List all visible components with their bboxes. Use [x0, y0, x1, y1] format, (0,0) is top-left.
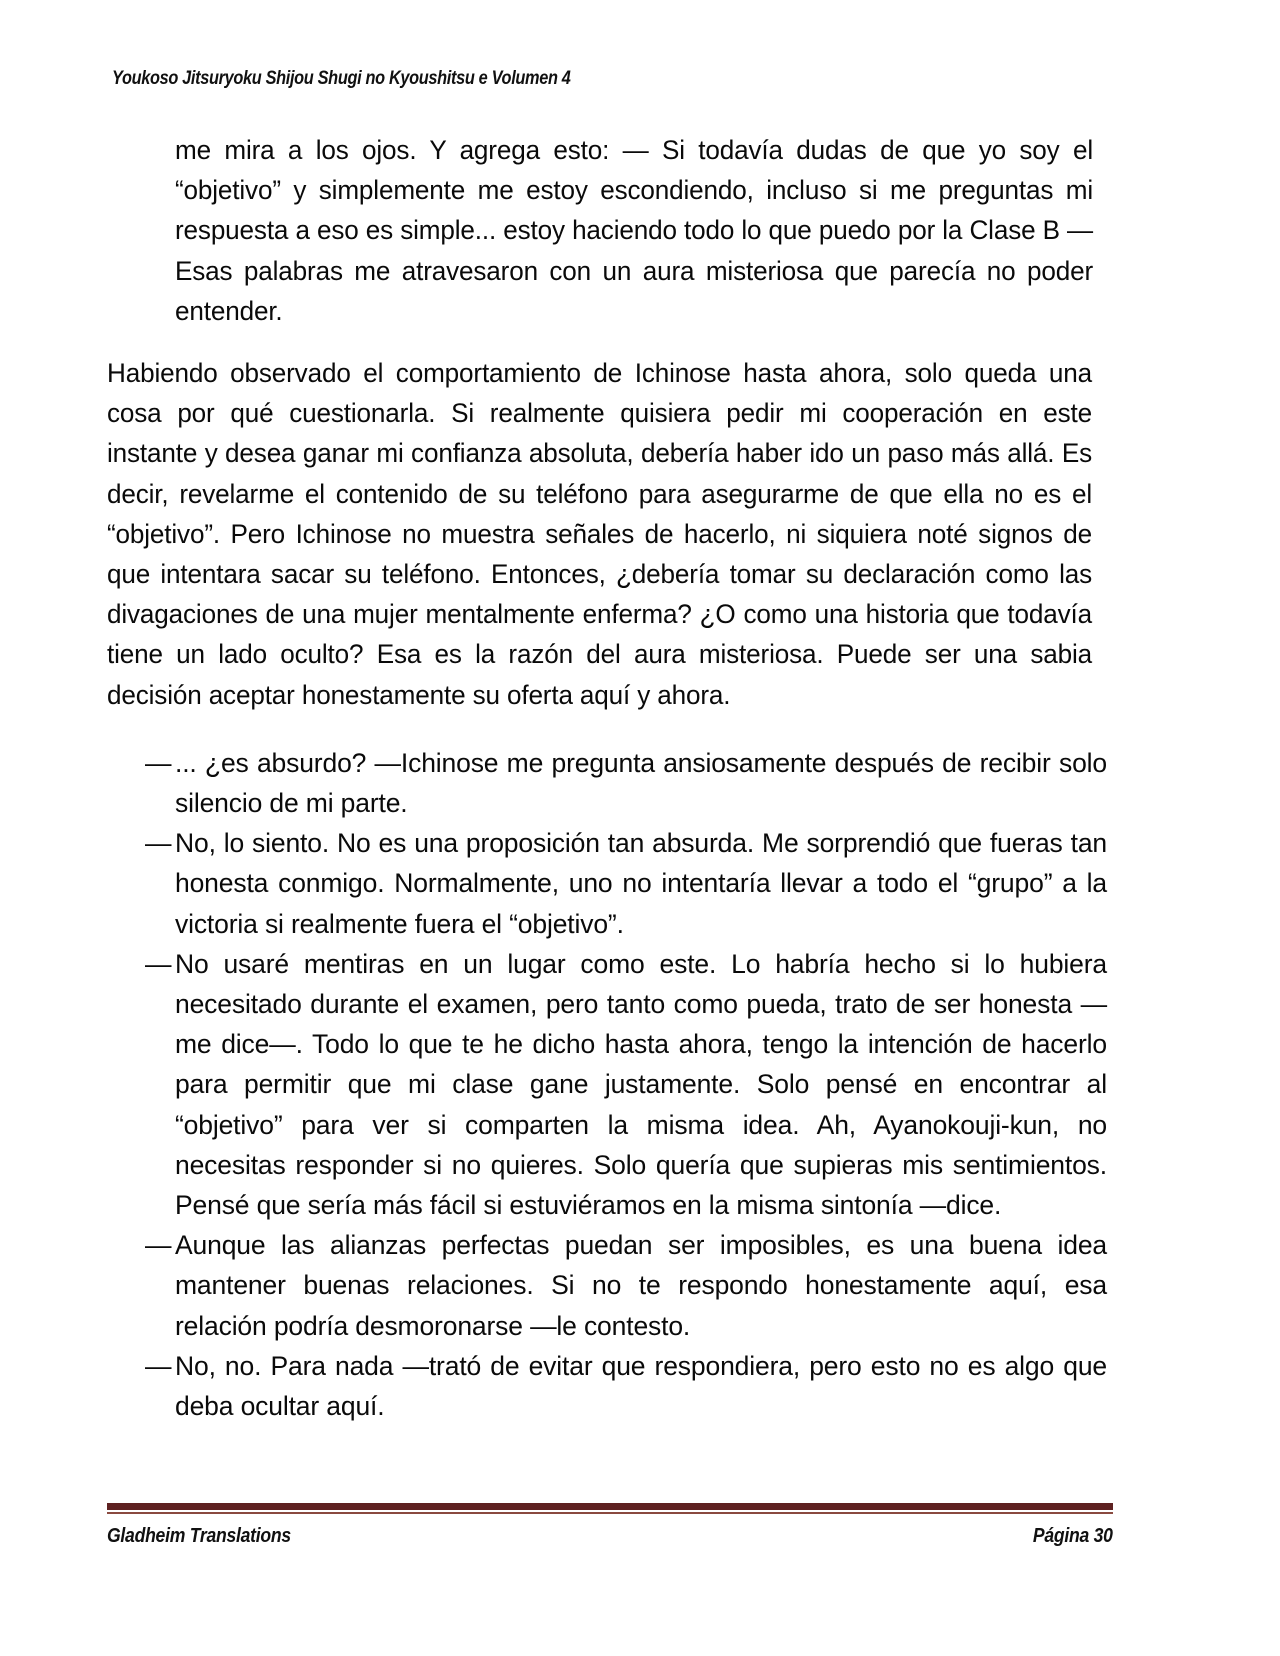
- dialogue-line-text: No usaré mentiras en un lugar como este. Lo habría hecho si lo hubiera necesitado durante el examen, pero tanto como pueda, trato de ser honesta —me dice—. Todo lo que te he dicho hasta ahora, tengo la intención de hacerlo para permitir que mi clase gane justamente. Solo pensé en encontrar al “objetivo” para ver si comparten la misma idea. Ah, Ayanokouji-kun, no necesitas responder si no quieres. Solo quería que supieras mis sentimientos. Pensé que sería más fácil si estuviéramos en la misma sintonía —dice.: [175, 948, 1107, 1221]
- footer-rule-thin: [107, 1512, 1113, 1514]
- list-item: [107, 1346, 1107, 1426]
- footer-rule-thick: [107, 1503, 1113, 1510]
- paragraph-narration: Habiendo observado el comportamiento de Ichinose hasta ahora, solo queda una cosa por qué cuestionarla. Si realmente quisiera pedir mi cooperación en este instante y desea ganar mi confianza absoluta, debería haber ido un paso más allá. Es decir, revelarme el contenido de su teléfono para asegurarme de que ella no es el “objetivo”. Pero Ichinose no muestra señales de hacerlo, ni siquiera noté signos de que intentara sacar su teléfono. Entonces, ¿debería tomar su declaración como las divagaciones de una mujer mentalmente enferma? ¿O como una historia que todavía tiene un lado oculto? Esa es la razón del aura misteriosa. Puede ser una sabia decisión aceptar honestamente su oferta aquí y ahora.: [107, 358, 1092, 710]
- list-item: [107, 944, 1107, 1225]
- dialogue-list: [107, 743, 1107, 1426]
- paragraph-continuation: me mira a los ojos. Y agrega esto: — Si todavía dudas de que yo soy el “objetivo” y simplemente me estoy escondiendo, incluso si me preguntas mi respuesta a eso es simple... estoy haciendo todo lo que puedo por la Clase B —Esas palabras me atravesaron con un aura misteriosa que parecía no poder entender.: [175, 135, 1094, 326]
- paragraph-spacer: [107, 331, 1107, 353]
- dialogue-line-text: No, no. Para nada —trató de evitar que respondiera, pero esto no es algo que deba ocultar aquí.: [175, 1350, 1107, 1422]
- em-dash-marker: —: [145, 1350, 172, 1381]
- footer-translator-credit: Gladheim Translations: [107, 1525, 291, 1547]
- footer-row: [107, 1525, 1113, 1548]
- running-header-title: Youkoso Jitsuryoku Shijou Shugi no Kyoushitsu e Volumen 4: [112, 68, 571, 89]
- paragraph-spacer: [107, 715, 1107, 743]
- list-item: [107, 823, 1107, 944]
- em-dash-marker: —: [145, 948, 172, 979]
- list-item: [107, 1225, 1107, 1346]
- page-footer: [107, 1503, 1113, 1548]
- list-item: [107, 743, 1107, 823]
- em-dash-marker: —: [145, 747, 172, 778]
- dialogue-line-text: No, lo siento. No es una proposición tan absurda. Me sorprendió que fueras tan honesta conmigo. Normalmente, uno no intentaría llevar a todo el “grupo” a la victoria si realmente fuera el “objetivo”.: [175, 828, 1107, 939]
- em-dash-marker: —: [145, 828, 172, 859]
- running-header: [112, 68, 1168, 96]
- dialogue-line-text: Aunque las alianzas perfectas puedan ser imposibles, es una buena idea mantener buenas relaciones. Si no te respondo honestamente aquí, esa relación podría desmoronarse —le contesto.: [175, 1230, 1107, 1341]
- footer-page-number: Página 30: [1033, 1525, 1113, 1547]
- em-dash-marker: —: [145, 1230, 172, 1261]
- page-body: [107, 130, 1107, 1426]
- dialogue-line-text: ... ¿es absurdo? —Ichinose me pregunta ansiosamente después de recibir solo silencio de mi parte.: [175, 747, 1107, 819]
